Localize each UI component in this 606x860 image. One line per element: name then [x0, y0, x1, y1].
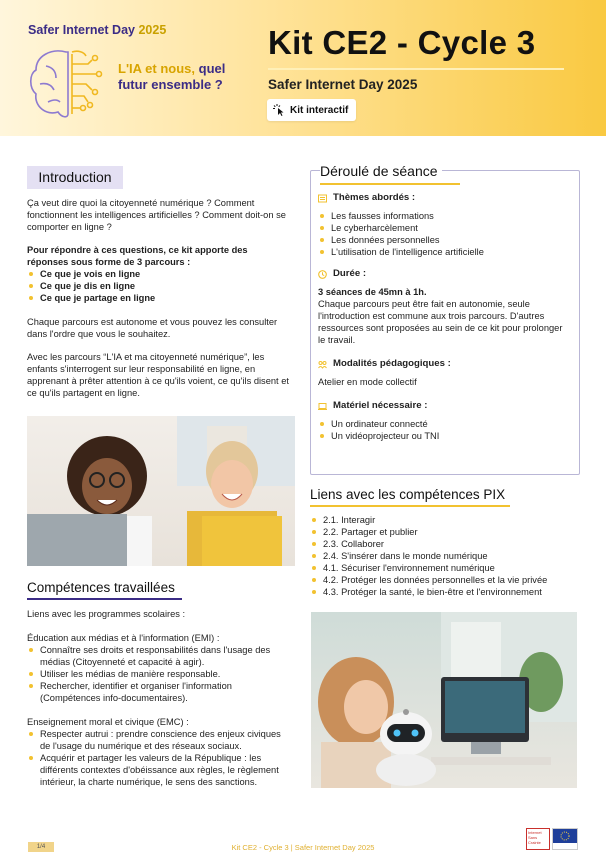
- deroule-body: [318, 192, 572, 442]
- intro-paragraph: Chaque parcours est autonome et vous pouvez les consulter dans l'ordre que vous le souhaitez.: [27, 317, 278, 339]
- list-item: Le cyberharcèlement: [318, 222, 572, 234]
- list-item: 2.2. Partager et publier: [310, 526, 595, 538]
- list-item: Les fausses informations: [318, 210, 572, 222]
- page-subtitle: Safer Internet Day 2025: [268, 77, 418, 92]
- list-item: 4.1. Sécuriser l'environnement numérique: [310, 562, 595, 574]
- footer-text: Kit CE2 - Cycle 3 | Safer Internet Day 2025: [231, 843, 375, 852]
- modalites-heading: Modalités pédagogiques :: [318, 358, 572, 370]
- list-item: Ce que je dis en ligne: [27, 280, 289, 292]
- deroule-divider: [320, 183, 460, 185]
- list-item: Rechercher, identifier et organiser l'information (Compétences info-documentaires).: [27, 680, 292, 704]
- list-item: 2.4. S'insérer dans le monde numérique: [310, 550, 595, 562]
- emi-title: Éducation aux médias et à l'information (EMI) :: [27, 633, 220, 643]
- list-item: Un vidéoprojecteur ou TNI: [318, 430, 572, 442]
- emc-title: Enseignement moral et civique (EMC) :: [27, 717, 189, 727]
- eu-logo: [552, 828, 578, 850]
- list-item: 4.2. Protéger les données personnelles et la vie privée: [310, 574, 595, 586]
- emc-list: [27, 728, 292, 788]
- page-title: Kit CE2 - Cycle 3: [268, 24, 536, 61]
- pix-heading: Liens avec les compétences PIX: [310, 487, 506, 502]
- eu-flag-icon: [553, 829, 577, 843]
- intro-paragraph: Avec les parcours “L'IA et ma citoyenneté numérique”, les enfants s'interrogent sur leur responsabilité en ligne, en apprenant à prêter attention à ce qu'ils voient, ce qu'ils disent et ce qu'ils partagent en ligne.: [27, 352, 289, 398]
- list-item: 4.3. Protéger la santé, le bien-être et l'environnement: [310, 586, 595, 598]
- girl-robot-photo: [311, 612, 577, 788]
- competences-heading: Compétences travaillées: [27, 580, 175, 595]
- emi-list: [27, 644, 292, 704]
- clock-icon: [318, 270, 327, 279]
- list-item: Un ordinateur connecté: [318, 418, 572, 430]
- parcours-list: [27, 268, 289, 304]
- pix-list: [310, 514, 595, 598]
- deroule-heading: Déroulé de séance: [320, 163, 442, 179]
- materiel-list: [318, 418, 572, 442]
- tagline: L'IA et nous, quel futur ensemble ?: [118, 61, 226, 92]
- title-divider: [268, 68, 564, 70]
- children-laptop-photo: [27, 416, 295, 566]
- duree-heading: Durée :: [318, 268, 572, 280]
- introduction-heading: Introduction: [27, 166, 123, 189]
- list-item: L'utilisation de l'intelligence artificielle: [318, 246, 572, 258]
- list-item: Les données personnelles: [318, 234, 572, 246]
- themes-heading: Thèmes abordés :: [318, 192, 572, 204]
- pix-divider: [310, 505, 510, 507]
- intro-parcours-lead: Pour répondre à ces questions, ce kit apporte des réponses sous forme de 3 parcours :: [27, 245, 248, 267]
- kit-interactif-button[interactable]: Kit interactif: [267, 99, 356, 121]
- page-number: 1/4: [28, 842, 54, 852]
- competences-body: [27, 608, 292, 788]
- intro-paragraph: Ça veut dire quoi la citoyenneté numérique ? Comment fonctionnent les intelligences artificielles ? Comment doit-on se comporter en ligne ?: [27, 198, 286, 232]
- competences-intro: Liens avec les programmes scolaires :: [27, 609, 186, 619]
- introduction-body: [27, 197, 289, 399]
- list-icon: [318, 194, 327, 203]
- duree-summary: 3 séances de 45mn à 1h.: [318, 287, 427, 297]
- list-item: Ce que je partage en ligne: [27, 292, 289, 304]
- ai-brain-icon: [26, 44, 112, 124]
- list-item: Respecter autrui : prendre conscience des enjeux civiques de l'usage du numérique et des réseaux sociaux.: [27, 728, 292, 752]
- modalites-text: Atelier en mode collectif: [318, 377, 417, 387]
- competences-divider: [27, 598, 182, 600]
- list-item: 2.3. Collaborer: [310, 538, 595, 550]
- list-item: Acquérir et partager les valeurs de la République : les différents contextes d'obéissance aux règles, le règlement intérieur, la charte numérique, le sens des sanctions.: [27, 752, 292, 788]
- brand-title: Safer Internet Day 2025: [28, 23, 167, 37]
- internet-sans-crainte-logo: Internet Sans Crainte: [526, 828, 550, 850]
- list-item: Ce que je vois en ligne: [27, 268, 289, 280]
- pix-body: [310, 514, 595, 598]
- group-icon: [318, 360, 327, 369]
- themes-list: [318, 210, 572, 258]
- cursor-click-icon: [273, 104, 285, 116]
- list-item: 2.1. Interagir: [310, 514, 595, 526]
- partner-logos: [526, 828, 578, 850]
- list-item: Connaître ses droits et responsabilités dans l'usage des médias (Citoyenneté et capacité à agir).: [27, 644, 292, 668]
- materiel-heading: Matériel nécessaire :: [318, 400, 572, 412]
- laptop-icon: [318, 402, 327, 411]
- list-item: Utiliser les médias de manière responsable.: [27, 668, 292, 680]
- duree-text: Chaque parcours peut être fait en autonomie, seule l'introduction est commune aux trois parcours. D'autres ressources sont proposées au sein de ce kit pour prolonger le travail.: [318, 299, 563, 345]
